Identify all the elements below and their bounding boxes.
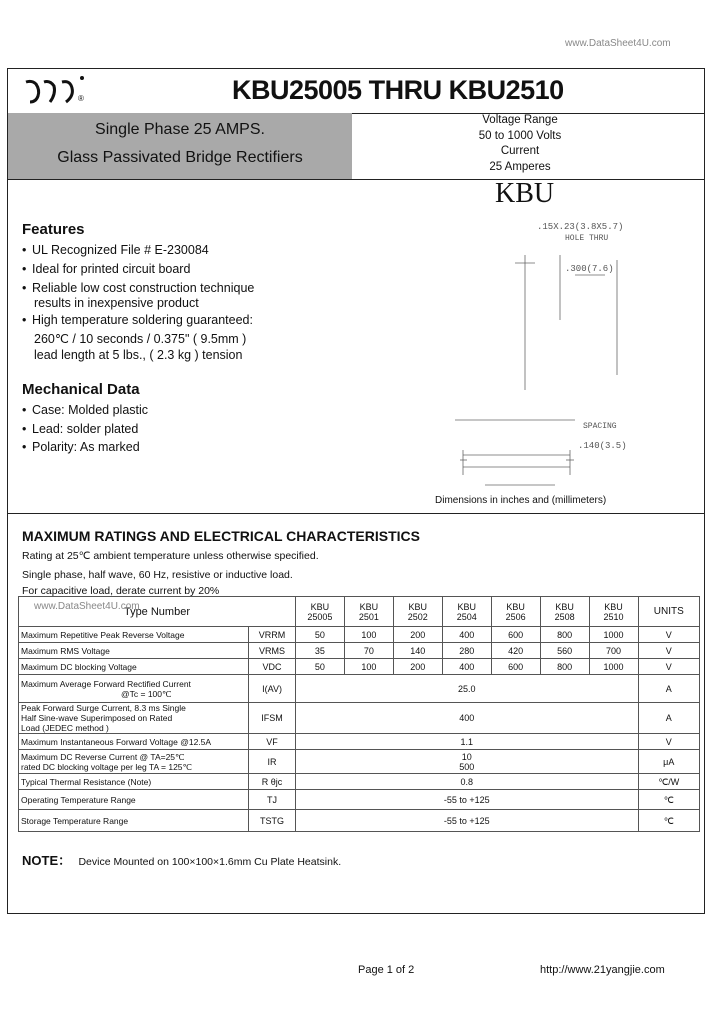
table-row: Maximum RMS Voltage VRMS 35 70 140 280 420 560 700 V [19,643,700,659]
ratings-note: Single phase, half wave, 60 Hz, resistive or inductive load. [22,569,293,581]
column-header: KBU 2504 [442,597,491,627]
ratings-note: Rating at 25℃ ambient temperature unless otherwise specified. [22,550,319,562]
subtitle-line-2: Glass Passivated Bridge Rectifiers [57,149,303,166]
svg-text:HOLE THRU: HOLE THRU [565,234,609,243]
diagram-caption: Dimensions in inches and (millimeters) [435,495,607,506]
subtitle-block [8,113,352,179]
note-label: NOTE： [22,853,72,868]
svg-text:.300(7.6): .300(7.6) [565,264,614,274]
voltage-range-label: Voltage Range [482,114,558,126]
subtitle-line-1: Single Phase 25 AMPS. [95,121,265,138]
divider [7,513,704,514]
voltage-range-value: 50 to 1000 Volts [478,130,562,142]
column-header: KBU 2508 [540,597,589,627]
mechanical-heading: Mechanical Data [22,381,140,398]
package-name: KBU [495,178,555,209]
page-title: KBU25005 THRU KBU2510 [232,75,564,105]
page-number: Page 1 of 2 [358,964,415,976]
watermark: www.DataSheet4U.com [34,601,140,612]
svg-text:SPACING: SPACING [583,422,617,431]
ratings-table [18,596,700,832]
feature-item-cont: 260℃ / 10 seconds / 0.375" ( 9.5mm ) [34,332,247,346]
ratings-note: For capacitive load, derate current by 20% [22,585,220,597]
feature-item: • Ideal for printed circuit board [22,262,191,276]
feature-item: • UL Recognized File # E-230084 [22,243,209,257]
company-logo [22,74,92,108]
mech-item: • Case: Molded plastic [22,403,149,417]
divider [7,179,704,180]
features-heading: Features [22,221,85,238]
footer-url: http://www.21yangjie.com [540,964,665,976]
ratings-heading: MAXIMUM RATINGS AND ELECTRICAL CHARACTERISTICS [22,528,420,544]
table-row: Maximum Repetitive Peak Reverse Voltage VRRM 50 100 200 400 600 800 1000 V [19,627,700,643]
column-header: KBU 2506 [491,597,540,627]
units-header: UNITS [638,597,699,627]
svg-text:.140(3.5): .140(3.5) [578,441,627,451]
table-row: Maximum Average Forward Rectified Current @Tc = 100℃ I(AV) 25.0 A [19,675,700,703]
feature-item-cont: results in inexpensive product [34,296,199,310]
feature-item: • Reliable low cost construction technique [22,281,255,295]
column-header: KBU 2502 [393,597,442,627]
table-row: Maximum Instantaneous Forward Voltage @12.5A VF 1.1 V [19,734,700,750]
column-header: KBU 2510 [589,597,638,627]
feature-item-cont: lead length at 5 lbs., ( 2.3 kg ) tension [34,348,243,362]
column-header: KBU 25005 [295,597,344,627]
current-value: 25 Amperes [489,161,551,173]
note [22,850,341,869]
table-row: Typical Thermal Resistance (Note) R θjc 0.8 ℃/W [19,774,700,790]
package-diagram [425,215,675,505]
current-label: Current [500,145,540,157]
column-header: KBU 2501 [344,597,393,627]
table-row: Peak Forward Surge Current, 8.3 ms Single Half Sine-wave Superimposed on Rated Load (JEDEC method ) IFSM 400 A [19,703,700,734]
feature-item: • High temperature soldering guaranteed: [22,313,253,327]
table-row: Maximum DC blocking Voltage VDC 50 100 200 400 600 800 1000 V [19,659,700,675]
registered-mark: ® [78,94,84,103]
svg-text:.15X.23(3.8X5.7): .15X.23(3.8X5.7) [537,222,624,232]
type-number-header: Type Number [19,597,296,627]
note-text: Device Mounted on 100×100×1.6mm Cu Plate Heatsink. [78,856,342,868]
table-row: Operating Temperature Range TJ -55 to +125 ℃ [19,790,700,810]
mech-item: • Polarity: As marked [22,440,140,454]
watermark: www.DataSheet4U.com [565,38,671,49]
mech-item: • Lead: solder plated [22,422,139,436]
table-row: Maximum DC Reverse Current @ TA=25℃ rated DC blocking voltage per leg TA = 125℃ IR 10 500 μA [19,750,700,774]
table-row: Storage Temperature Range TSTG -55 to +125 ℃ [19,810,700,832]
